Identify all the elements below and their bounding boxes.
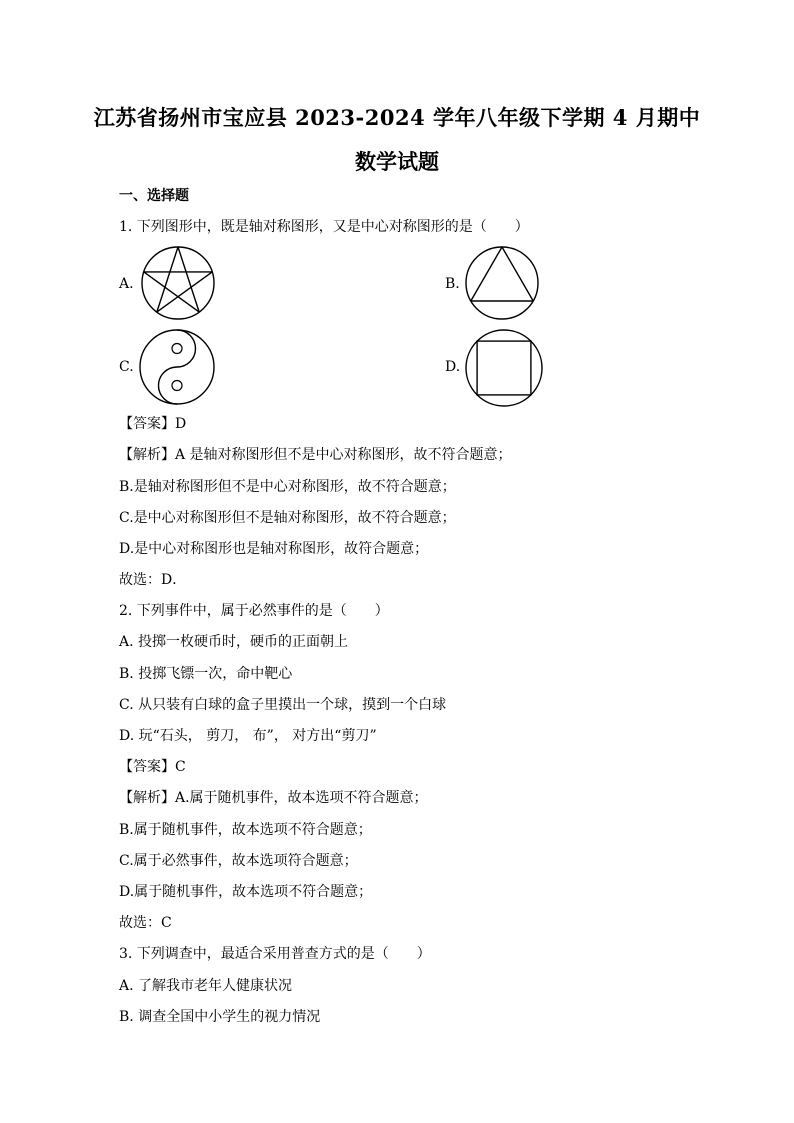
q1-option-a-label: A. bbox=[119, 276, 134, 292]
yin-yang-icon bbox=[138, 328, 216, 406]
q3-option: A. 了解我市老年人健康状况 bbox=[119, 978, 293, 994]
q2-analysis-line: 【解析】A.属于随机事件，故本选项不符合题意； bbox=[119, 790, 428, 806]
q2-analysis-line: 故选：C bbox=[119, 915, 172, 931]
q3-option: B. 调查全国中小学生的视力情况 bbox=[119, 1009, 321, 1025]
q2-analysis-line: B.属于随机事件，故本选项不符合题意； bbox=[119, 822, 372, 838]
document-title: 江苏省扬州市宝应县 2023-2024 学年八年级下学期 4 月期中 bbox=[93, 105, 701, 130]
q1-stem: 1. 下列图形中，既是轴对称图形，又是中心对称图形的是（ ） bbox=[119, 219, 529, 235]
q1-option-c-label: C. bbox=[119, 359, 134, 375]
square-circle-icon bbox=[464, 328, 544, 408]
q3-stem: 3. 下列调查中，最适合采用普查方式的是（ ） bbox=[119, 946, 431, 962]
q1-analysis-line: 【解析】A 是轴对称图形但不是中心对称图形，故不符合题意； bbox=[119, 447, 512, 463]
q2-answer: 【答案】C bbox=[119, 759, 186, 775]
triangle-circle-icon bbox=[464, 245, 540, 321]
q1-answer: 【答案】D bbox=[119, 416, 187, 432]
q2-option: A. 投掷一枚硬币时，硬币的正面朝上 bbox=[119, 634, 349, 650]
document-subtitle: 数学试题 bbox=[355, 149, 439, 174]
q2-analysis-line: C.属于必然事件，故本选项符合题意； bbox=[119, 853, 358, 869]
q1-analysis-line: 故选：D． bbox=[119, 572, 187, 588]
q1-option-d-label: D. bbox=[445, 359, 461, 375]
q1-option-b-label: B. bbox=[445, 276, 460, 292]
section-heading: 一、选择题 bbox=[119, 188, 189, 204]
q2-option: D. 玩“石头， 剪刀， 布”， 对方出“剪刀” bbox=[119, 728, 377, 744]
q1-analysis-line: B.是轴对称图形但不是中心对称图形，故不符合题意； bbox=[119, 479, 456, 495]
pentagram-circle-icon bbox=[140, 245, 216, 321]
q2-stem: 2. 下列事件中，属于必然事件的是（ ） bbox=[119, 603, 389, 619]
q2-option: C. 从只装有白球的盒子里摸出一个球，摸到一个白球 bbox=[119, 697, 447, 713]
q2-option: B. 投掷飞镖一次，命中靶心 bbox=[119, 666, 293, 682]
q2-analysis-line: D.属于随机事件，故本选项不符合题意； bbox=[119, 884, 373, 900]
q1-analysis-line: D.是中心对称图形也是轴对称图形，故符合题意； bbox=[119, 541, 429, 557]
q1-analysis-line: C.是中心对称图形但不是轴对称图形，故不符合题意； bbox=[119, 510, 456, 526]
